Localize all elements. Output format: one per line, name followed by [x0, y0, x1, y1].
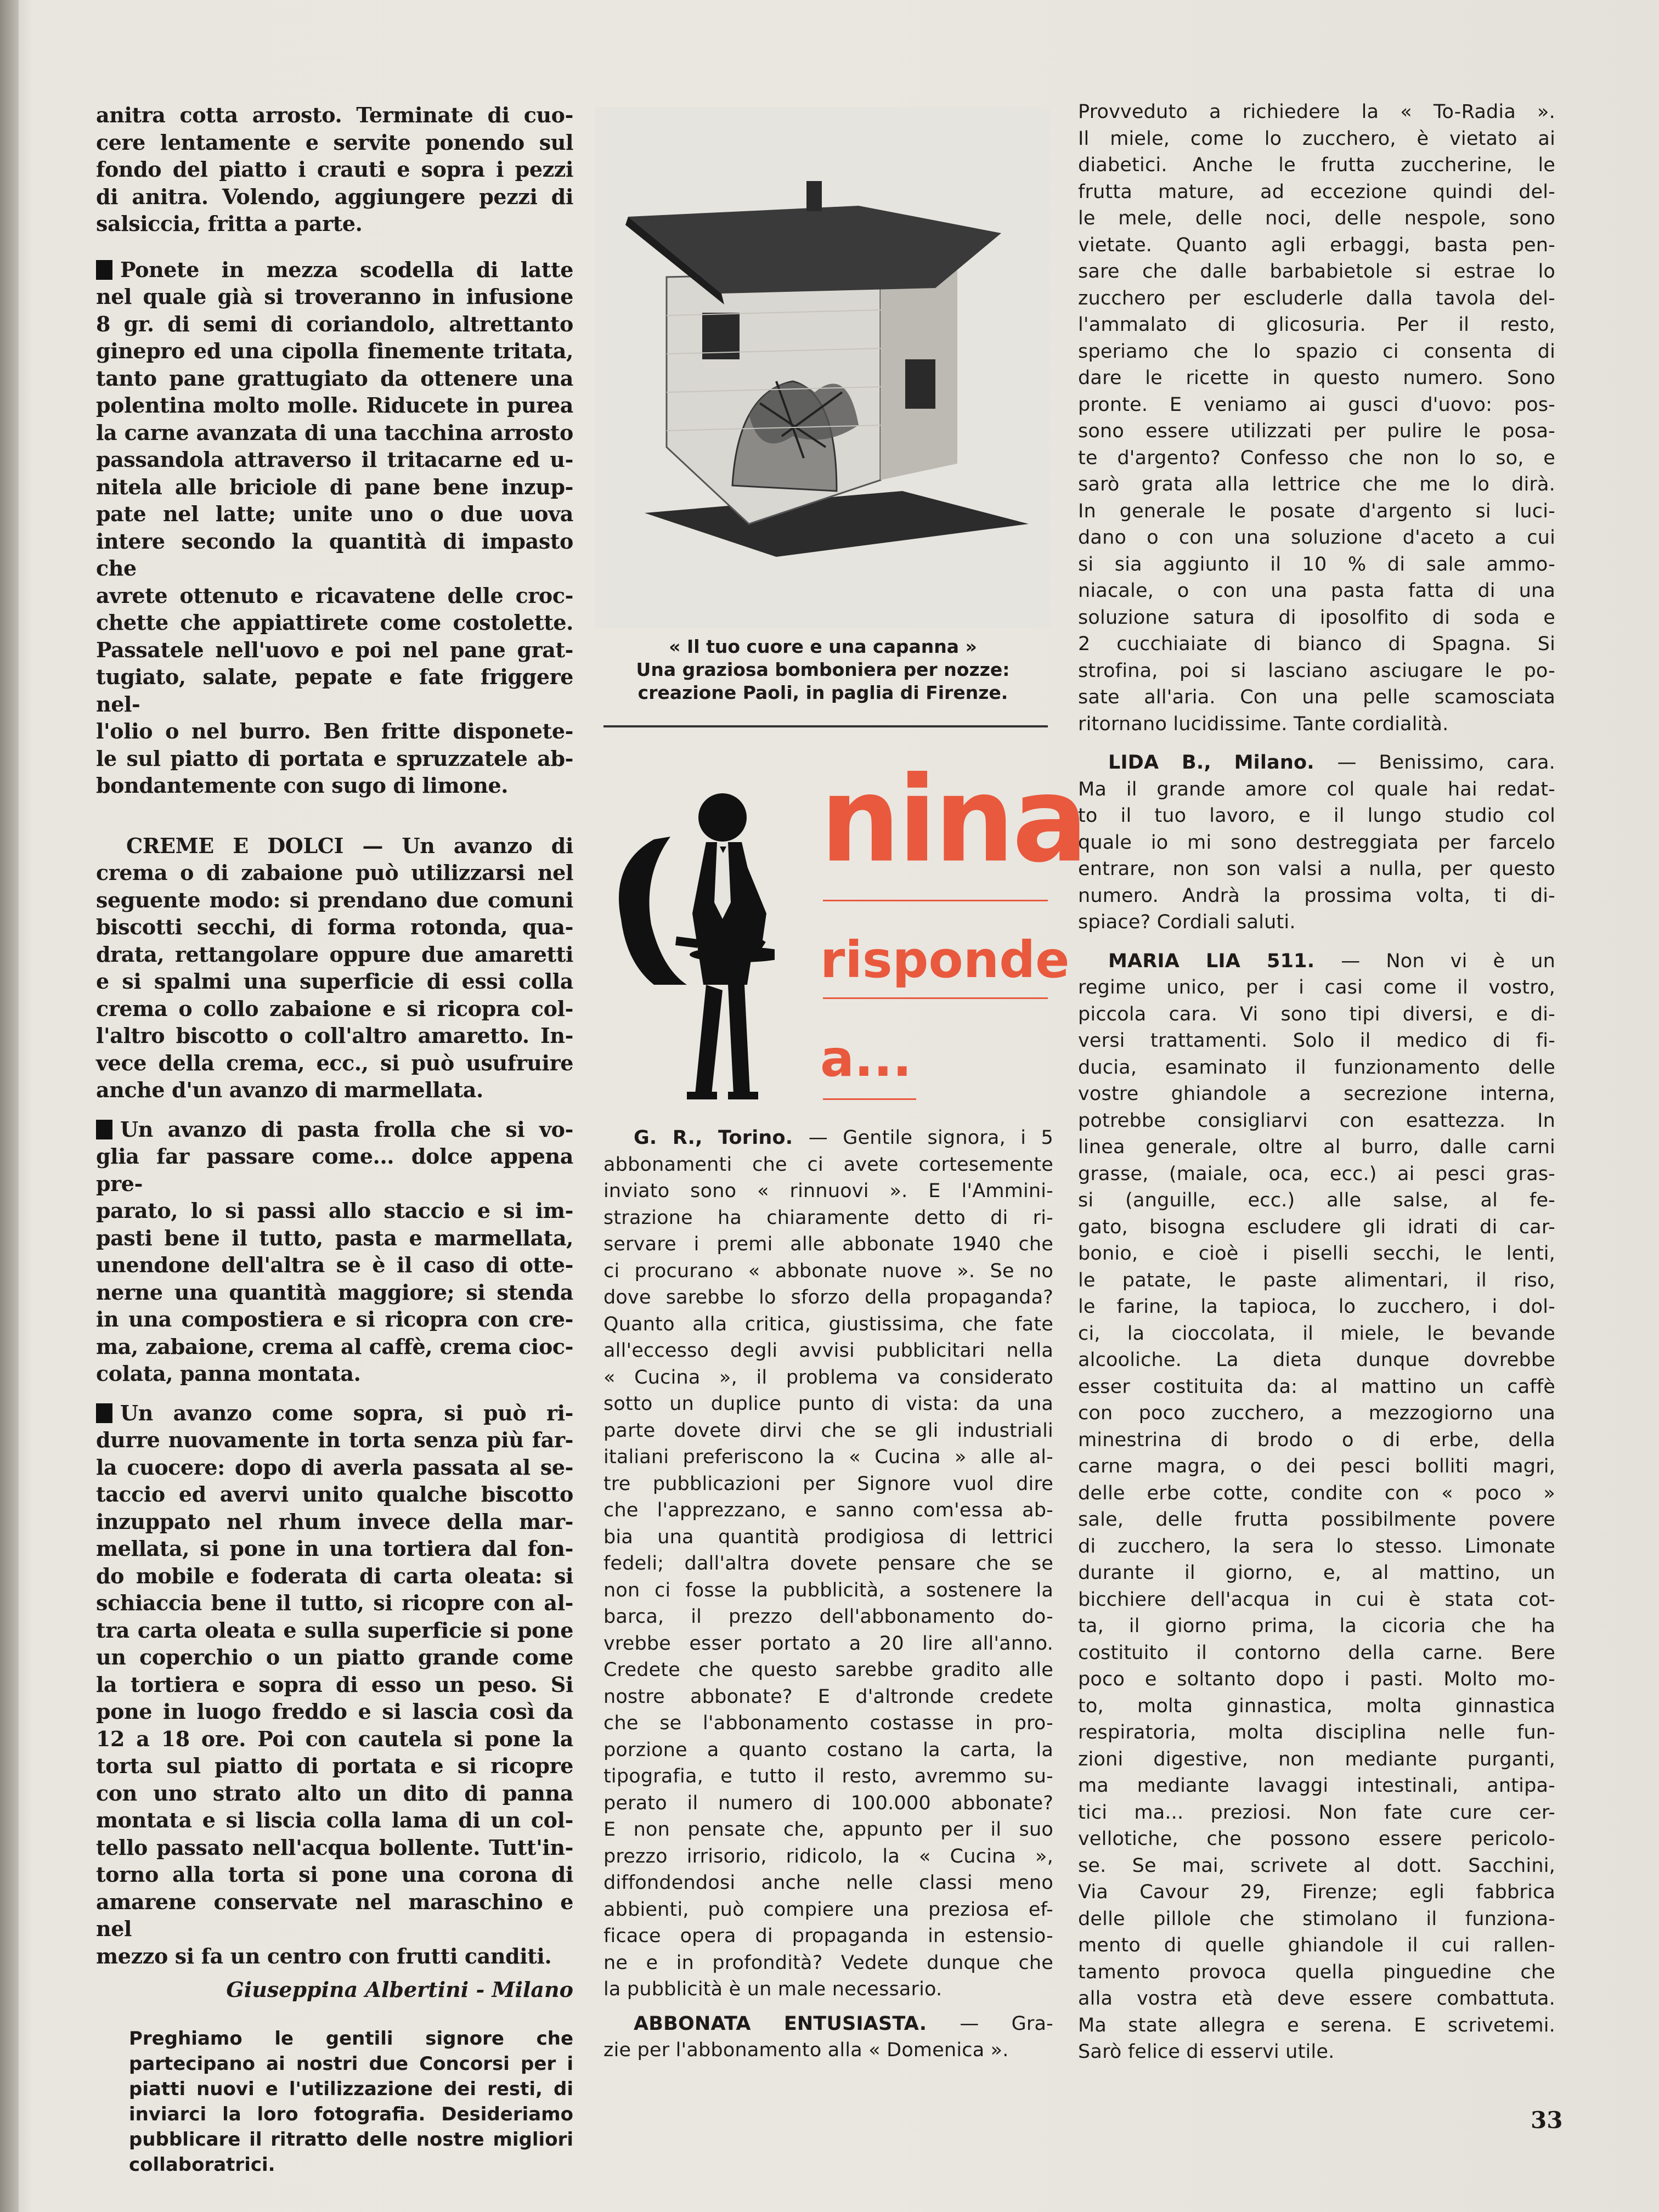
- text-line: pasti bene il tutto, pasta e marmellata,: [96, 1225, 573, 1250]
- text-line: torta sul piatto di portata e si ricopre: [96, 1753, 573, 1778]
- text-line: frutta mature, ad eccezione quindi del-: [1078, 180, 1555, 203]
- text-line: in una compostiera e si ricopra con cre-: [96, 1307, 573, 1331]
- text-line: minestrina di brodo o di erbe, della: [1078, 1429, 1555, 1451]
- text-line: numero. Andrà la prossima volta, ti di-: [1078, 884, 1555, 907]
- text-line: di zucchero, la sera lo stesso. Limonate: [1078, 1535, 1555, 1558]
- header-nina: nina: [820, 752, 1086, 889]
- text-line: prezzo irrisorio, ridicolo, la « Cucina »,: [603, 1845, 1053, 1867]
- header-a: a...: [820, 1029, 912, 1088]
- column-middle: [603, 1125, 1053, 2064]
- paragraph-bullet-icon: [96, 1120, 112, 1139]
- text-line: la cuocere: dopo di averla passata al se-: [96, 1454, 573, 1480]
- text-line: dano o con una soluzione d'aceto a cui: [1078, 527, 1555, 549]
- text-line: si (anguille, ecc.) alle salse, al fe-: [1078, 1189, 1555, 1211]
- text-line: le sul piatto di portata e spruzzatele ab-: [96, 746, 573, 771]
- text-line: torno alla torta si pone una corona di: [96, 1862, 573, 1887]
- text-line: avrete ottenuto e ricavatene delle croc-: [96, 583, 573, 608]
- text-line: ci, la cioccolata, il miele, le bevande: [1078, 1322, 1555, 1345]
- text-line: schiaccia bene il tutto, si ricopre con al-: [96, 1590, 573, 1615]
- header-rule-3: [823, 1098, 916, 1100]
- text-line: ma, zabaione, crema al caffè, crema cioc-: [96, 1334, 573, 1359]
- text-line: dare le ricette in questo numero. Sono: [1078, 367, 1555, 389]
- text-line: dove sarebbe lo sforzo della propaganda?: [603, 1286, 1053, 1308]
- text-line: costituito il contorno della carne. Bere: [1078, 1641, 1555, 1664]
- letter-continuation: [1078, 99, 1555, 737]
- text-line: fedeli; dall'altra dovete pensare che se: [603, 1553, 1053, 1575]
- text-line: delle pillole che stimolano il funziona-: [1078, 1908, 1555, 1930]
- text-line: un coperchio o un piatto grande come: [96, 1645, 573, 1669]
- text-line: regime unico, per i casi come il vostro,: [1078, 977, 1555, 998]
- letter-sender: ABBONATA ENTUSIASTA.: [634, 2012, 960, 2035]
- text-line: chette che appiattirete come costolette.: [96, 610, 573, 635]
- text-line: pronte. E veniamo ai gusci d'uovo: pos-: [1078, 393, 1555, 416]
- text-line: vostre ghiandole a secrezione interna,: [1078, 1083, 1555, 1105]
- column-left: [96, 101, 573, 2177]
- text-line: amarene conservate nel maraschino e nel: [96, 1889, 573, 1941]
- text-line: to il tuo lavoro, e il lungo studio col: [1078, 805, 1555, 827]
- text-line: tici ma... preziosi. Non fate cure cer-: [1078, 1801, 1555, 1824]
- text-line: ci procurano « abbonate nuove ». Se no: [603, 1260, 1053, 1282]
- text-line: nerne una quantità maggiore; si stenda: [96, 1279, 573, 1305]
- text-line: Il miele, come lo zucchero, è vietato ai: [1078, 127, 1555, 150]
- text-line: abbienti, può compiere una preziosa ef-: [603, 1898, 1053, 1921]
- text-line: soluzione satura di iposolfito di soda e: [1078, 606, 1555, 629]
- section-divider: [603, 725, 1048, 727]
- text-line: CREME E DOLCI — Un avanzo di: [126, 833, 573, 858]
- text-line: linea generale, oltre al burro, dalle carni: [1078, 1136, 1555, 1158]
- text-line: montata e si liscia colla lama di un col-: [96, 1808, 573, 1832]
- text-line: MARIA LIA 511. — Non vi è un: [1108, 950, 1555, 972]
- text-line: tamento provoca quella pinguedine che: [1078, 1961, 1555, 1983]
- text-line: le farine, la tapioca, lo zucchero, i dol-: [1078, 1296, 1555, 1318]
- text-line: gato, bisogna escludere gli idrati di car-: [1078, 1216, 1555, 1238]
- text-line: ma mediante lavaggi intestinali, antipa-: [1078, 1775, 1555, 1797]
- text-line: se. Se mai, scrivete al dott. Sacchini,: [1078, 1854, 1555, 1877]
- text-line: niacale, o con una pasta fatta di una: [1078, 580, 1555, 602]
- text-line: fondo del piatto i crauti e sopra i pezzi: [96, 157, 573, 182]
- text-line: che se l'abbonamento costasse in pro-: [603, 1712, 1053, 1734]
- text-line: Passatele nell'uovo e poi nel pane grat-: [96, 637, 573, 662]
- text-line: parte dovete dirvi che se gli industriali: [603, 1419, 1053, 1442]
- header-rule-1: [823, 900, 1048, 901]
- text-line: e si spalmi una superficie di essi colla: [96, 969, 573, 994]
- text-line: l'altro biscotto o coll'altro amaretto. In-: [96, 1023, 573, 1048]
- text-line: esser costituita da: al mattino un caffè: [1078, 1375, 1555, 1398]
- text-line: entrare, non son valsi a nulla, per questo: [1078, 858, 1555, 880]
- text-line: tra carta oleata e sulla superficie si pone: [96, 1617, 573, 1643]
- caption-line-3: creazione Paoli, in paglia di Firenze.: [637, 682, 1008, 703]
- text-line: sotto un duplice punto di vista: da una: [603, 1393, 1053, 1415]
- text-line: zioni digestive, non mediante purganti,: [1078, 1748, 1555, 1770]
- text-line: piccola cara. Vi sono tipi diversi, e di-: [1078, 1003, 1555, 1025]
- text-line: mento di quelle ghiandole il cui rallen-: [1078, 1934, 1555, 1956]
- text-line: delle erbe cotte, condite con « poco »: [1078, 1482, 1555, 1504]
- text-line: bia una quantità prodigiosa di lettrici: [603, 1526, 1053, 1548]
- recipe-paragraph-torta: [96, 1400, 573, 1970]
- text-line: biscotti secchi, di forma rotonda, qua-: [96, 915, 573, 939]
- text-line: Credete che questo sarebbe gradito alle: [603, 1659, 1053, 1681]
- text-line: alla vostra età deve essere combattuta.: [1078, 1988, 1555, 2010]
- text-line: tugiato, salate, pepate e fate friggere nel-: [96, 664, 573, 716]
- text-line: glia far passare come... dolce appena pre-: [96, 1144, 573, 1196]
- text-line: te d'argento? Confesso che non lo so, e: [1078, 447, 1555, 469]
- recipe-paragraph-crocchette: [96, 256, 573, 799]
- text-line: Provveduto a richiedere la « To-Radia ».: [1078, 101, 1555, 123]
- text-line: sale, delle frutta possibilmente povere: [1078, 1509, 1555, 1531]
- contest-notice: Preghiamo le gentili signore che partecipano ai nostri due Concorsi per i piatti nuovi e l'utilizzazione dei resti, di inviarci la loro fotografia. Desideriamo pubblicare il ritratto delle nostre migliori collaboratrici.: [129, 2028, 573, 2176]
- letter-gr-torino: [603, 1125, 1053, 2003]
- bomboniera-photo: [595, 107, 1051, 628]
- text-line: sate all'aria. Con una pelle scamosciata: [1078, 686, 1555, 708]
- text-line: tanto pane grattugiato da ottenere una: [96, 365, 573, 391]
- text-line: 8 gr. di semi di coriandolo, altrettanto: [96, 311, 573, 336]
- text-line: anitra cotta arrosto. Terminate di cuo-: [96, 103, 573, 127]
- text-line: zucchero per escluderle dalla tavola del-: [1078, 287, 1555, 309]
- text-line: strazione ha chiaramente detto di ri-: [603, 1206, 1053, 1229]
- letter-sender: LIDA B., Milano.: [1108, 752, 1338, 774]
- recipe-paragraph-creme-e-dolci: [96, 832, 573, 1104]
- text-line: ritornano lucidissime. Tante cordialità.: [1078, 713, 1449, 735]
- text-line: parato, lo si passi allo staccio e si im-: [96, 1198, 573, 1223]
- text-line: durre nuovamente in torta senza più far-: [96, 1427, 573, 1452]
- header-risponde: risponde: [820, 930, 1070, 989]
- page-number: 33: [1531, 2107, 1563, 2134]
- paragraph-bullet-icon: [96, 260, 112, 280]
- text-line: sare che dalle barbabietole si estrae lo: [1078, 261, 1555, 283]
- text-line: drata, rettangolare oppure due amaretti: [96, 941, 573, 967]
- text-line: all'eccesso degli avvisi pubblicitari nella: [603, 1340, 1053, 1362]
- header-rule-2: [823, 997, 1048, 999]
- text-line: pone in luogo freddo e si lascia così da: [96, 1699, 573, 1724]
- text-line: LIDA B., Milano. — Benissimo, cara.: [1108, 752, 1555, 774]
- text-line: colata, panna montata.: [96, 1361, 361, 1386]
- text-line: servare i premi alle abbonate 1940 che: [603, 1233, 1053, 1255]
- text-line: speriamo che lo spazio ci consenta di: [1078, 340, 1555, 363]
- text-line: [96, 1116, 573, 1143]
- text-line: strofina, poi si lasciano asciugare le po-: [1078, 659, 1555, 682]
- text-line: porzione a quanto costano la carta, la: [603, 1739, 1053, 1761]
- text-line: do mobile e foderata di carta oleata: si: [96, 1563, 573, 1588]
- text-line: quale io mi sono destreggiata per farcelo: [1078, 831, 1555, 854]
- paragraph-bullet-icon: [96, 1403, 112, 1423]
- text-line: respiratoria, molta disciplina nelle fun-: [1078, 1722, 1555, 1743]
- letter-sender: MARIA LIA 511.: [1108, 950, 1341, 972]
- text-line: 2 cucchiaiate di bianco di Spagna. Si: [1078, 633, 1555, 655]
- text-line: ducia, esaminato il funzionamento delle: [1078, 1056, 1555, 1079]
- text-line: G. R., Torino. — Gentile signora, i 5: [634, 1127, 1054, 1149]
- text-line: to, molta ginnastica, molta ginnastica: [1078, 1695, 1555, 1717]
- text-line: cere lentamente e servite ponendo sul: [96, 129, 573, 155]
- text-line: le patate, le paste alimentari, il riso,: [1078, 1269, 1555, 1291]
- text-line: durante il giorno, e, al mattino, un: [1078, 1562, 1555, 1584]
- text-line: passandola attraverso il tritacarne ed u-: [96, 447, 573, 472]
- text-line: la tortiera e sopra di esso un peso. Si: [96, 1672, 573, 1697]
- text-line: con poco zucchero, a mezzogiorno una: [1078, 1402, 1555, 1424]
- caption-title: « Il tuo cuore e una capanna »: [669, 636, 977, 657]
- text-line: ta, il giorno prima, la cicoria che ha: [1078, 1615, 1555, 1637]
- text-line: bicchiere dell'acqua in cui è stata cot-: [1078, 1588, 1555, 1611]
- text-line: unendone dell'altra se è il caso di otte-: [96, 1252, 573, 1277]
- text-line: l'ammalato di glicosuria. Per il resto,: [1078, 314, 1555, 336]
- text-line: che l'apprezzano, e sanno com'essa ab-: [603, 1499, 1053, 1521]
- text-line: vellotiche, che possono essere pericolo-: [1078, 1828, 1555, 1850]
- text-line: ginepro ed una cipolla finemente tritata,: [96, 338, 573, 363]
- text-line: spiace? Cordiali saluti.: [1078, 911, 1296, 933]
- text-line: tre pubblicazioni per Signore vuol dire: [603, 1472, 1053, 1495]
- text-line: tello passato nell'acqua bollente. Tutt'in-: [96, 1835, 573, 1860]
- text-line: la pubblicità è un male necessario.: [603, 1978, 943, 2000]
- text-line: inviato sono « rinnuovi ». E l'Ammini-: [603, 1180, 1053, 1202]
- caption-line-2: Una graziosa bomboniera per nozze:: [636, 659, 1010, 680]
- text-line: mezzo si fa un centro con frutti canditi.: [96, 1943, 552, 1968]
- hut-illustration: [595, 107, 1051, 628]
- text-line: sarò grata alla lettrice che me lo dirà.: [1078, 473, 1555, 495]
- text-line: mellata, si pone in una tortiera dal fon-: [96, 1536, 573, 1561]
- text-line: pate nel latte; unite uno o due uova: [96, 501, 573, 526]
- letter-abbonata-entusiasta: [603, 2011, 1053, 2064]
- text-line: ficace opera di propaganda in estensio-: [603, 1925, 1053, 1947]
- text-line: nel quale già si troveranno in infusione: [96, 284, 573, 309]
- text-line: [96, 1400, 573, 1427]
- text-line: Ma il grande amore col quale hai redat-: [1078, 778, 1555, 800]
- recipe-paragraph-pasta-frolla: [96, 1116, 573, 1387]
- photo-caption: [595, 635, 1051, 704]
- text-line: grasse, (maiale, oca, ecc.) ai pesci gras-: [1078, 1163, 1555, 1185]
- column-right: [1078, 99, 1555, 2066]
- text-line: con uno strato alto un dito di panna: [96, 1780, 573, 1805]
- text-line: zie per l'abbonamento alla « Domenica ».: [603, 2039, 1009, 2061]
- text-line: sono essere utilizzati per pulire le posa-: [1078, 420, 1555, 442]
- text-line: barca, il prezzo dell'abbonamento do-: [603, 1606, 1053, 1628]
- text-line: bondantemente con sugo di limone.: [96, 773, 509, 798]
- text-line: « Cucina », il problema va considerato: [603, 1366, 1053, 1389]
- text-line: nostre abbonate? E d'altronde credete: [603, 1685, 1053, 1708]
- text-line: diabetici. Anche le frutta zuccherine, le: [1078, 154, 1555, 176]
- text-line: potrebbe consigliarvi con esattezza. In: [1078, 1109, 1555, 1132]
- text-line: perato il numero di 100.000 abbonate?: [603, 1792, 1053, 1814]
- text-line: italiani preferiscono la « Cucina » alle al-: [603, 1446, 1053, 1468]
- text-line: taccio ed avervi unito qualche biscotto: [96, 1482, 573, 1506]
- text-line-content: Un avanzo come sopra, si può ri-: [120, 1400, 573, 1425]
- text-line: Sarò felice di esservi utile.: [1078, 2041, 1335, 2063]
- letter-maria-lia: [1078, 948, 1555, 2066]
- text-line: crema o di zabaione può utilizzarsi nel: [96, 860, 573, 885]
- author-signature: Giuseppina Albertini - Milano: [226, 1977, 573, 2002]
- letter-lida-milano: [1078, 749, 1555, 936]
- text-line: nitela alle briciole di pane bene inzup-: [96, 474, 573, 499]
- text-line-content: Un avanzo di pasta frolla che si vo-: [120, 1116, 573, 1142]
- text-line: 12 a 18 ore. Poi con cautela si pone la: [96, 1726, 573, 1751]
- text-line: di anitra. Volendo, aggiungere pezzi di: [96, 184, 573, 209]
- page-binding-shadow: [0, 0, 19, 2212]
- text-line: Ma state allegra e serena. E scrivetemi.: [1078, 2014, 1555, 2036]
- recipe-paragraph-anitra: [96, 101, 573, 238]
- text-line: tipografia, e tutto il resto, avremmo su-: [603, 1765, 1053, 1787]
- text-line: abbonamenti che ci avete cortesemente: [603, 1153, 1053, 1176]
- text-line: l'olio o nel burro. Ben fritte disponete-: [96, 719, 573, 743]
- text-line: non ci fosse la pubblicità, a sostenere la: [603, 1579, 1053, 1601]
- text-line: ABBONATA ENTUSIASTA. — Gra-: [634, 2012, 1053, 2035]
- text-line: bonio, e cioè i piselli secchi, le lenti,: [1078, 1243, 1555, 1265]
- text-line: ne e in profondità? Vedete dunque che: [603, 1951, 1053, 1974]
- text-line: alcooliche. La dieta dunque dovrebbe: [1078, 1349, 1555, 1371]
- text-line: anche d'un avanzo di marmellata.: [96, 1077, 483, 1102]
- text-line: inzuppato nel rhum invece della mar-: [96, 1509, 573, 1534]
- text-line: Via Cavour 29, Firenze; egli fabbrica: [1078, 1881, 1555, 1903]
- waiter-illustration: [610, 787, 775, 1103]
- text-line: crema o collo zabaione e si ricopra col-: [96, 996, 573, 1021]
- text-line: le mele, delle noci, delle nespole, sono: [1078, 207, 1555, 229]
- text-line: diffondendosi anche nelle classi meno: [603, 1872, 1053, 1894]
- text-line: [96, 256, 573, 284]
- text-line: salsiccia, fritta a parte.: [96, 211, 363, 236]
- text-line: polentina molto molle. Riducete in purea: [96, 393, 573, 417]
- text-line: vietate. Quanto agli erbaggi, basta pen-: [1078, 234, 1555, 256]
- text-line: E non pensate che, appunto per il suo: [603, 1819, 1053, 1841]
- text-line: poco e soltanto dopo i pasti. Molto mo-: [1078, 1668, 1555, 1690]
- text-line: vrebbe esser portato a 20 lire all'anno.: [603, 1632, 1053, 1655]
- text-line: vece della crema, ecc., si può usufruire: [96, 1050, 573, 1075]
- text-line-content: Ponete in mezza scodella di latte: [120, 257, 573, 282]
- text-line: intere secondo la quantità di impasto che: [96, 528, 573, 580]
- text-line: In generale le posate d'argento si luci-: [1078, 500, 1555, 522]
- text-line: Quanto alla critica, giustissima, che fate: [603, 1313, 1053, 1335]
- text-line: seguente modo: si prendano due comuni: [96, 887, 573, 912]
- letter-sender: G. R., Torino.: [634, 1127, 809, 1149]
- text-line: la carne avanzata di una tacchina arrosto: [96, 420, 573, 445]
- text-line: si sia aggiunto il 10 % di sale ammo-: [1078, 553, 1555, 575]
- text-line: carne magra, o dei pesci bolliti magri,: [1078, 1455, 1555, 1477]
- text-line: versi trattamenti. Solo il medico di fi-: [1078, 1030, 1555, 1052]
